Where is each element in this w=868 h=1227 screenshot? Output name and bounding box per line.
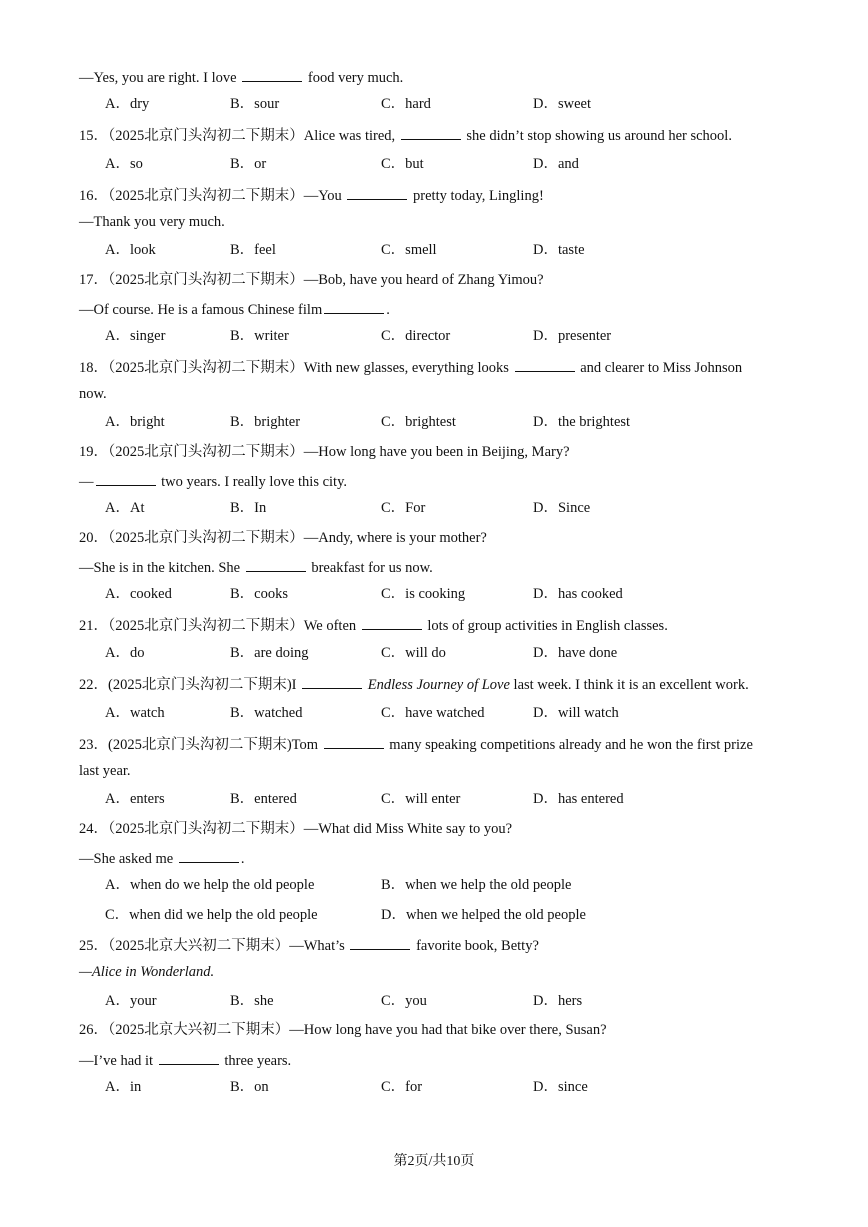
option-b: B．cooks xyxy=(230,586,288,602)
option-d: D．the brightest xyxy=(533,414,631,430)
option-a: A．do xyxy=(105,645,145,661)
question-source: （2025北京大兴初二下期末） xyxy=(108,1022,290,1038)
question-source: （2025北京门头沟初二下期末） xyxy=(108,272,304,288)
question-19-reply: — two years. I really love this city. xyxy=(79,471,347,491)
option-d: D．has entered xyxy=(533,791,624,807)
question-25: 25．（2025北京大兴初二下期末）—What’s favorite book, Betty? xyxy=(79,935,539,955)
option-c: C．have watched xyxy=(381,705,485,721)
question-source: （2025北京门头沟初二下期末） xyxy=(108,128,304,144)
option-a: A．look xyxy=(105,242,156,258)
option-a: A．enters xyxy=(105,791,165,807)
option-b: B．are doing xyxy=(230,645,309,661)
option-a: A．cooked xyxy=(105,586,172,602)
option-c: C．will do xyxy=(381,645,446,661)
option-d: D．and xyxy=(533,156,579,172)
option-d: D．presenter xyxy=(533,328,612,344)
question-source: (2025北京门头沟初二下期末) xyxy=(108,737,292,753)
option-b: B．or xyxy=(230,156,267,172)
option-b: B．entered xyxy=(230,791,297,807)
question-24: 24．（2025北京门头沟初二下期末）—What did Miss White say to you? xyxy=(79,821,513,837)
option-a: A．At xyxy=(105,500,145,516)
question-source: （2025北京门头沟初二下期末） xyxy=(108,360,304,376)
option-a: A．watch xyxy=(105,705,165,721)
question-14-reply: —Yes, you are right. I love food very much. xyxy=(79,67,403,87)
question-source: （2025北京门头沟初二下期末） xyxy=(108,530,304,546)
option-d: D．have done xyxy=(533,645,618,661)
question-23: 23．(2025北京门头沟初二下期末)Tom many speaking competitions already and he won the first prize xyxy=(79,734,753,754)
question-20-reply: —She is in the kitchen. She breakfast for us now. xyxy=(79,557,433,577)
answer-blank xyxy=(302,674,362,689)
option-c: C．smell xyxy=(381,242,437,258)
option-b: B．sour xyxy=(230,96,280,112)
book-title: Endless Journey of Love xyxy=(367,677,510,693)
option-c: C．you xyxy=(381,993,427,1009)
question-20: 20．（2025北京门头沟初二下期末）—Andy, where is your mother? xyxy=(79,530,487,546)
option-d: D．has cooked xyxy=(533,586,623,602)
option-c: C．for xyxy=(381,1079,423,1095)
question-16: 16．（2025北京门头沟初二下期末）—You pretty today, Lingling! xyxy=(79,185,544,205)
option-b: B．In xyxy=(230,500,267,516)
option-b: B．she xyxy=(230,993,274,1009)
question-26: 26．（2025北京大兴初二下期末）—How long have you had that bike over there, Susan? xyxy=(79,1022,607,1038)
answer-blank xyxy=(159,1050,219,1065)
option-b: B．when we help the old people xyxy=(381,877,572,893)
question-19: 19．（2025北京门头沟初二下期末）—How long have you been in Beijing, Mary? xyxy=(79,444,570,460)
option-d: D．since xyxy=(533,1079,588,1095)
answer-blank xyxy=(324,299,384,314)
option-a: A．singer xyxy=(105,328,166,344)
option-a: A．in xyxy=(105,1079,142,1095)
question-26-reply: —I’ve had it three years. xyxy=(79,1050,291,1070)
option-c: C．when did we help the old people xyxy=(105,907,318,923)
option-a: A．when do we help the old people xyxy=(105,877,315,893)
option-b: B．watched xyxy=(230,705,303,721)
answer-blank xyxy=(96,471,156,486)
answer-blank xyxy=(242,67,302,82)
option-c: C．director xyxy=(381,328,451,344)
question-22: 22．(2025北京门头沟初二下期末)I Endless Journey of Love last week. I think it is an excellent work. xyxy=(79,674,749,694)
option-d: D．Since xyxy=(533,500,591,516)
option-d: D．hers xyxy=(533,993,583,1009)
question-24-reply: —She asked me . xyxy=(79,848,244,868)
option-d: D．sweet xyxy=(533,96,591,112)
option-c: C．will enter xyxy=(381,791,461,807)
option-b: B．writer xyxy=(230,328,289,344)
question-23-cont: last year. xyxy=(79,763,131,779)
question-15: 15．（2025北京门头沟初二下期末）Alice was tired, she didn’t stop showing us around her school. xyxy=(79,125,732,145)
question-25-reply: —Alice in Wonderland. xyxy=(79,964,215,980)
answer-blank xyxy=(324,734,384,749)
option-c: C．For xyxy=(381,500,426,516)
question-17: 17．（2025北京门头沟初二下期末）—Bob, have you heard of Zhang Yimou? xyxy=(79,272,544,288)
option-b: B．on xyxy=(230,1079,269,1095)
option-b: B．feel xyxy=(230,242,276,258)
question-16-reply: —Thank you very much. xyxy=(79,214,225,230)
question-18-cont: now. xyxy=(79,386,107,402)
answer-blank xyxy=(347,185,407,200)
question-18: 18．（2025北京门头沟初二下期末）With new glasses, everything looks and clearer to Miss Johnson xyxy=(79,357,742,377)
answer-blank xyxy=(362,615,422,630)
question-source: (2025北京门头沟初二下期末) xyxy=(108,677,292,693)
option-d: D．taste xyxy=(533,242,585,258)
option-a: A．bright xyxy=(105,414,165,430)
option-a: A．so xyxy=(105,156,143,172)
option-a: A．your xyxy=(105,993,157,1009)
option-d: D．will watch xyxy=(533,705,619,721)
option-c: C．hard xyxy=(381,96,431,112)
question-17-reply: —Of course. He is a famous Chinese film . xyxy=(79,299,390,319)
option-d: D．when we helped the old people xyxy=(381,907,586,923)
question-21: 21．（2025北京门头沟初二下期末）We often lots of group activities in English classes. xyxy=(79,615,668,635)
option-c: C．brightest xyxy=(381,414,456,430)
option-c: C．is cooking xyxy=(381,586,466,602)
question-source: （2025北京门头沟初二下期末） xyxy=(108,188,304,204)
question-source: （2025北京门头沟初二下期末） xyxy=(108,821,304,837)
answer-blank xyxy=(246,557,306,572)
option-b: B．brighter xyxy=(230,414,301,430)
question-source: （2025北京门头沟初二下期末） xyxy=(108,618,304,634)
answer-blank xyxy=(515,357,575,372)
answer-blank xyxy=(401,125,461,140)
question-source: （2025北京大兴初二下期末） xyxy=(108,938,290,954)
answer-blank xyxy=(179,848,239,863)
question-source: （2025北京门头沟初二下期末） xyxy=(108,444,304,460)
option-c: C．but xyxy=(381,156,424,172)
answer-blank xyxy=(350,935,410,950)
option-a: A．dry xyxy=(105,96,150,112)
page-footer: 第2页/共10页 xyxy=(393,1154,475,1169)
